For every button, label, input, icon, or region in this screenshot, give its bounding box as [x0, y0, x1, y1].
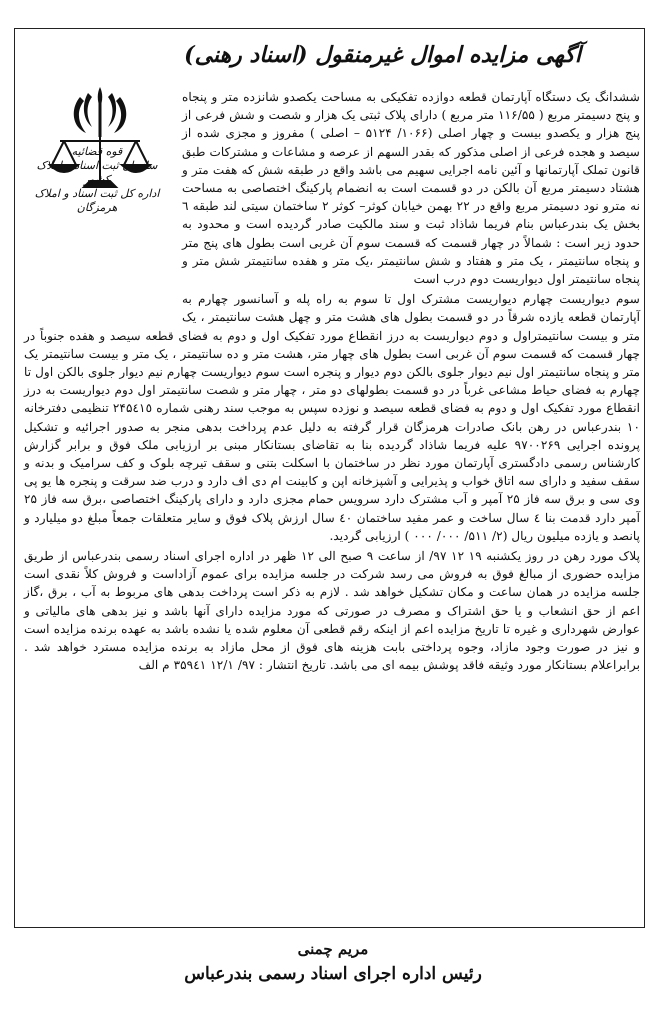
signatory-name: مریم چمنی [297, 940, 369, 958]
paragraph-boundaries-valuation: سوم دیواریست چهارم دیواریست مشترک اول تا سوم به راه پله و آسانسور چهارم به آپارتمان قطعه یازده شرقاً در دو قسمت بطول های هشت متر و چهل هشت سانتیمتر ، یک متر و بیست سانتیمتراول و دوم دیواریست به درز انقطاع مورد تفکیک اول و دوم به فضای قطعه سیصد و هفده جنوباً در چهار قسمت که قسمت سوم آن غربی است بطول های چهار متر، هشت متر و ده سانتیمتر ، یک متر و بیست سانتیمتر یک متر و پنجاه سانتیمتر اول نیم دیوار جلوی بالکن دوم دیوار و پنجره است سوم دیواریست چهارم نیم دیوار جلوی بالکن اول تا چهارم به فضای حیاط مشاعی غرباً در دو قسمت بطولهای دو متر ، چهار متر و شصت سانتیمتر اول دوم دیواریست به درز انقطاع مورد تفکیک اول و دوم به فضای قطعه سیصد و نوزده سپس به موجب سند رهنی شماره ۲۴۵٤١٥ تنظیمی دفترخانه ۱۰ بندرعباس در رهن بانک صادرات هرمزگان قرار گرفته به دلیل عدم پرداخت بدهی منجر به صدور اجرائیه و تشکیل پرونده اجرایی ۹۷۰۰۲۶۹ علیه فریما شاذاد گردیده بنا به تقاضای بستانکار مبنی بر ارزیابی ملک فوق و برابر گزارش کارشناس رسمی دادگستری آپارتمان مورد نظر در ساختمان با اسکلت بتنی و سقف تیرچه بلوک و کف سرامیک و بدنه و سقف سفید و دارای سه اتاق خواب و پذیرایی و آشپزخانه اپن و کابینت ام دی اف دارد و درب ضد سرقت و پنجره ها یو پی وی سی و برق سه فاز ۲۵ آمپر و آب مشترک دارد سرویس حمام مجزی دارد و دارای پارکینگ اختصاصی ،برق سه فاز ۲۵ آمپر دارد قدمت بنا ٤ سال ساخت و عمر مفید ساختمان ٤۰ سال ارزش پلاک فوق و سایر متعلقات جمعاً مبلغ دو میلیارد و پانصد و یازده میلیون ریال (۲/ ۵۱۱/ ۰۰۰/ ۰۰۰ ) ارزیابی گردید. [24, 292, 641, 543]
notice-title: آگهی مزایده اموال غیرمنقول (اسناد رهنی) [184, 42, 581, 68]
notice-body [24, 88, 640, 675]
signatory-position: رئیس اداره اجرای اسناد رسمی بندرعباس [184, 964, 482, 984]
org-line-registry: سازمان ثبت اسناد و املاک کشور [36, 159, 158, 186]
paragraph-property-description: ششدانگ یک دستگاه آپارتمان قطعه دوازده تفکیکی به مساحت یکصدو شانزده متر و پنجاه و پنج دسیمتر مربع ( ۱۱۶/۵۵ متر مربع ) دارای پلاک ثبتی یک هزار و شصت و شش فرعی از پنج هزار و یکصدو بیست و چهار اصلی (۱۰۶۶/ ۵۱۲۴ – اصلی ) مفروز و مجزی شده از سیصد و هجده فرعی از اصلی مذکور که بقدر السهم از عرصه و مشاعات و مشترکات طبق قانون تملک آپارتمانها و آئین نامه اجرایی سهیم می باشد واقع در طبقه شش که هفت متر و هشتاد دسیمتر مربع آن بالکن در دو قسمت است به انضمام پارکینگ اختصاصی به مساحت نه مترو نود دسیمتر مربع واقع در ۲۲ بهمن خیابان کوثر– کوثر ۲ ساختمان سیتی لند طبقه ٦ بخش یک بندرعباس بنام فریما شاذاد ثبت و سند مالکیت صادر گردیده است و محدود به حدود زیر است : شمالاً در چهار قسمت که قسمت سوم آن غربی است بطول های پنج متر و پنجاه سانتیمتر ، یک متر و هفتاد و شش سانتیمتر ،یک متر و هفده سانتیمتر شش متر و پنجاه سانتیمتر اول دیواریست دوم درب است [182, 90, 641, 287]
emblem-spacer [24, 88, 182, 326]
paragraph-auction-terms: پلاک مورد رهن در روز یکشنبه ۱۹ ۱۲ ۹۷/ از ساعت ۹ صبح الی ۱۲ ظهر در اداره اجرای اسناد رسمی بندرعباس از طریق مزایده حضوری از مبالغ فوق به فروش می رسد شرکت در جلسه مزایده برای عموم آزاداست و فروش کلاً نقدی است جلسه مزایده در همان ساعت و مکان تشکیل خواهد شد . لازم به ذکر است پرداخت بدهی های مربوط به آب ، برق ،گاز اعم از حق انشعاب و یا حق اشتراک و مصرف در صورتی که مورد مزایده دارای آنها باشد و نیز بدهی های مالیاتی و عوارض شهرداری و غیره تا تاریخ مزایده اعم از اینکه رقم قطعی آن معلوم شده یا نشده باشد به عهده برنده مزایده است و نیز در صورت وجود مازاد، وجوه پرداختی بابت هزینه های فوق از محل مازاد به برنده مزایده مسترد خواهد شد . برابراعلام بستانکار مورد وثیقه فاقد پوشش بیمه ای می باشد. تاریخ انتشار : ۹۷/ ۱۲/۱ ۳۵۹٤۱ م الف [24, 549, 641, 673]
org-line-judiciary: قوه قضائیه [71, 145, 123, 158]
org-line-hormozgan: اداره کل ثبت اسناد و املاک هرمزگان [34, 187, 160, 214]
